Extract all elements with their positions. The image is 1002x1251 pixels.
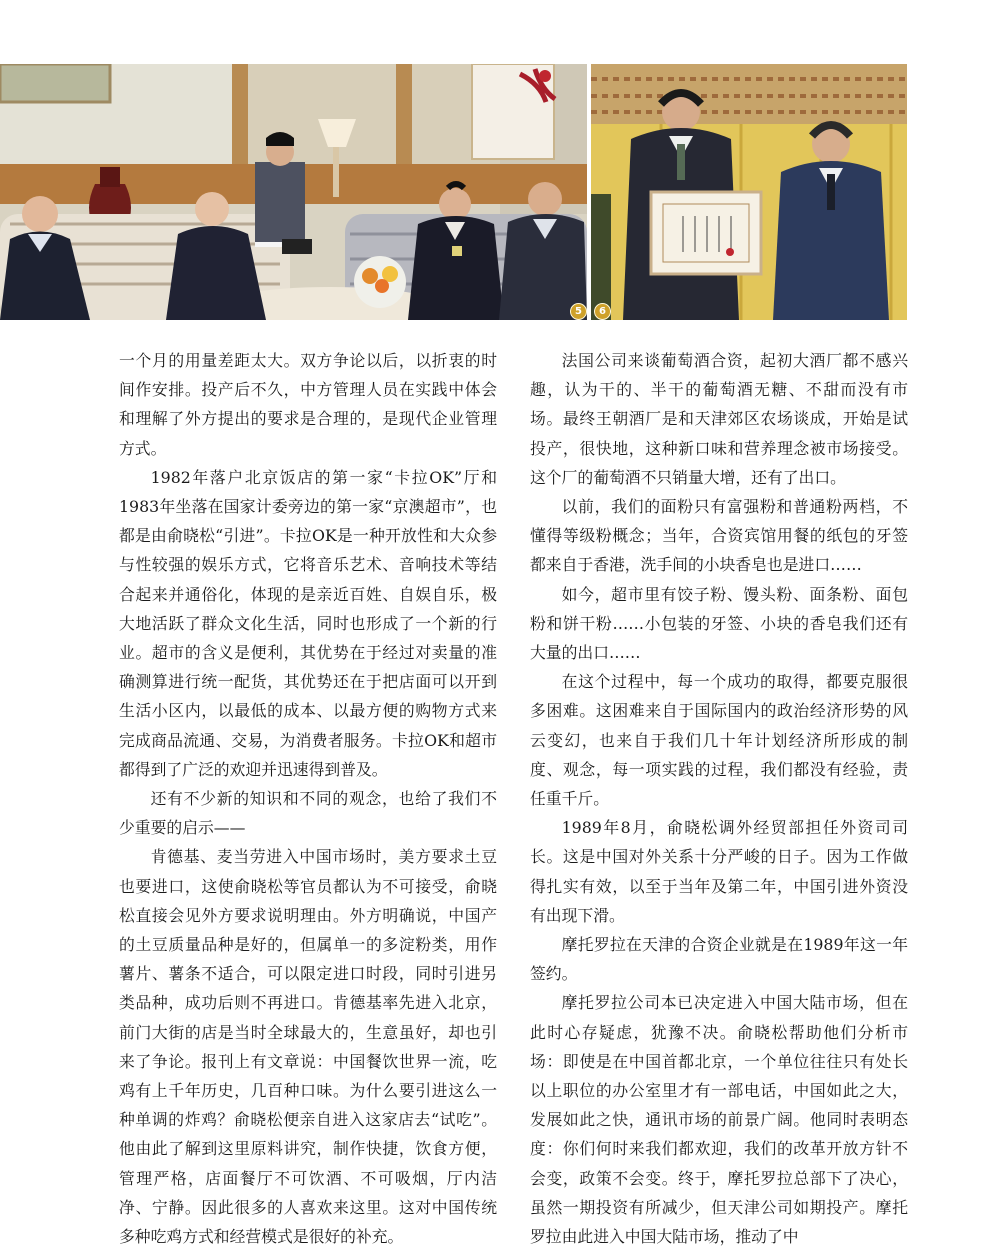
paragraph: 1982年落户北京饭店的第一家“卡拉OK”厅和1983年坐落在国家计委旁边的第一家“京澳超市”，也都是由俞晓松“引进”。卡拉OK是一种开放性和大众参与性较强的娱乐方式，它将音乐艺术、音响技术等结合起来并通俗化，体现的是亲近百姓、自娱自乐，极大地活跃了群众文化生活，同时也形成了一个新的行业。超市的含义是便利，其优势在于经过对卖量的准确测算进行统一配货，其优势还在于把店面可以开到生活小区内，以最低的成本、以最方便的购物方式来完成商品流通、交易，为消费者服务。卡拉OK和超市都得到了广泛的欢迎并迅速得到普及。 [119,467,497,779]
paragraph: 1989年8月，俞晓松调外经贸部担任外资司司长。这是中国对外关系十分严峻的日子。因为工作做得扎实有效，以至于当年及第二年，中国引进外资没有出现下滑。 [530,818,908,925]
meeting-scene [0,64,587,320]
photo-number-badge: 5 [570,303,587,320]
paragraph: 一个月的用量差距太大。双方争论以后，以折衷的时间作安排。投产后不久，中方管理人员在实践中体会和理解了外方提出的要求是合理的，是现代企业管理方式。 [119,351,497,458]
certificate-scene [591,64,907,320]
paragraph: 摩托罗拉公司本已决定进入中国大陆市场，但在此时心存疑虑，犹豫不决。俞晓松帮助他们分析市场：即使是在中国首都北京，一个单位往往只有处长以上职位的办公室里才有一部电话，中国如此之大，发展如此之快，通讯市场的前景广阔。他同时表明态度：你们何时来我们都欢迎，我们的改革开放方针不会变，政策不会变。终于，摩托罗拉总部下了决心，虽然一期投资有所减少，但天津公司如期投产。摩托罗拉由此进入中国大陆市场，推动了中 [530,993,908,1247]
paragraph: 还有不少新的知识和不同的观念，也给了我们不少重要的启示—— [119,789,497,838]
certificate-ceremony-photo [591,64,907,320]
right-text-column [530,346,908,1251]
photo-number-badge: 6 [594,303,611,320]
paragraph: 在这个过程中，每一个成功的取得，都要克服很多困难。这困难来自于国际国内的政治经济形势的风云变幻，也来自于我们几十年计划经济所形成的制度、观念，每一项实践的过程，我们都没有经验，责任重千斤。 [530,672,908,809]
left-text-column [119,346,497,1251]
paragraph: 法国公司来谈葡萄酒合资，起初大酒厂都不感兴趣，认为干的、半干的葡萄酒无糖、不甜而没有市场。最终王朝酒厂是和天津郊区农场谈成，开始是试投产，很快地，这种新口味和营养理念被市场接受。这个厂的葡萄酒不只销量大增，还有了出口。 [530,351,908,487]
paragraph: 以前，我们的面粉只有富强粉和普通粉两档，不懂得等级粉概念；当年，合资宾馆用餐的纸包的牙签都来自于香港，洗手间的小块香皂也是进口…… [530,497,908,575]
paragraph: 肯德基、麦当劳进入中国市场时，美方要求土豆也要进口，这使俞晓松等官员都认为不可接受，俞晓松直接会见外方要求说明理由。外方明确说，中国产的土豆质量品种是好的，但属单一的多淀粉类，用作薯片、薯条不适合，可以限定进口时段，同时引进另类品种，成功后则不再进口。肯德基率先进入北京，前门大街的店是当时全球最大的，生意虽好，却也引来了争论。报刊上有文章说：中国餐饮世界一流，吃鸡有上千年历史，几百种口味。为什么要引进这么一种单调的炸鸡？俞晓松便亲自进入这家店去“试吃”。他由此了解到这里原料讲究，制作快捷，饮食方便，管理严格，店面餐厅不可饮酒、不可吸烟，厅内洁净、宁静。因此很多的人喜欢来这里。这对中国传统多种吃鸡方式和经营模式是很好的补充。 [119,847,497,1247]
meeting-photo [0,64,587,320]
paragraph: 摩托罗拉在天津的合资企业就是在1989年这一年签约。 [530,935,908,984]
paragraph: 如今，超市里有饺子粉、馒头粉、面条粉、面包粉和饼干粉……小包装的牙签、小块的香皂我们还有大量的出口…… [530,584,908,663]
